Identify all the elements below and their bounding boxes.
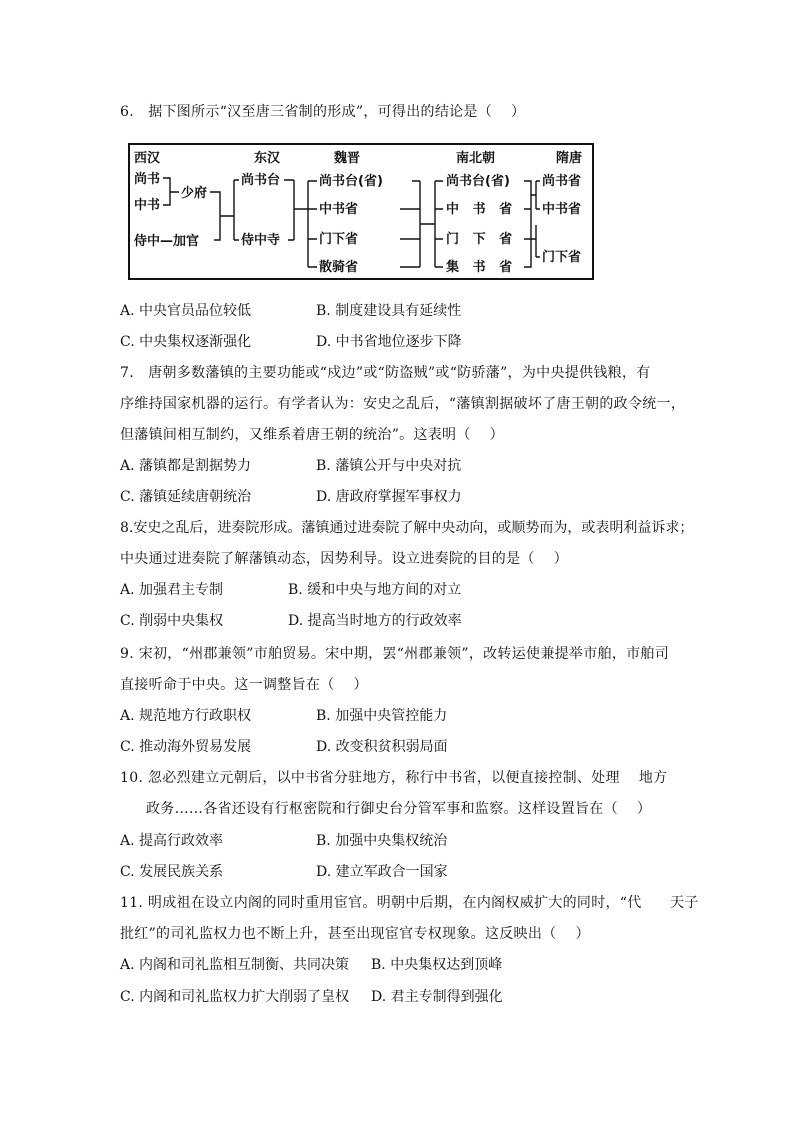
suitang-menxiasheng: 门下省 (542, 250, 582, 265)
q8-option-a: A. 加强君主专制 (120, 582, 224, 598)
weijin-shangshutai: 尚书台(省) (319, 174, 383, 189)
q7-option-a: A. 藩镇都是割据势力 (120, 458, 252, 474)
era-suitang: 隋唐 (556, 151, 583, 166)
era-donghan: 东汉 (254, 151, 281, 166)
q9-option-b: B. 加强中央管控能力 (316, 708, 448, 724)
suitang-shangshusheng: 尚书省 (542, 174, 582, 189)
nbc-shangshutai: 尚书台(省) (446, 174, 510, 189)
q9-stem-line1: 9. 宋初，“州郡兼领”市舶贸易。宋中期，罢“州郡兼领”，改转运使兼提举市舶，市舶司 (120, 646, 670, 662)
q10-stem-line1: 10. 忽必烈建立元朝后，以中书省分驻地方，称行中书省，以便直接控制、处理 地方 (120, 770, 668, 786)
q8-option-d: D. 提高当时地方的行政效率 (288, 613, 462, 629)
q6-stem: 6. 据下图所示“汉至唐三省制的形成”，可得出的结论是（ ） (120, 104, 526, 120)
q8-option-b: B. 缓和中央与地方间的对立 (288, 582, 462, 598)
weijin-sanqisheng: 散骑省 (319, 260, 359, 275)
q7-option-b: B. 藩镇公开与中央对抗 (316, 458, 462, 474)
three-departments-diagram (128, 143, 594, 280)
era-weijin: 魏晋 (334, 151, 361, 166)
q10-option-d: D. 建立军政合一国家 (316, 864, 448, 880)
q9-option-d: D. 改变积贫积弱局面 (316, 739, 448, 755)
q11-option-c: C. 内阁和司礼监权力扩大削弱了皇权 (120, 989, 350, 1005)
q7-stem-line2: 序维持国家机器的运行。有学者认为：安史之乱后，“藩镇割据破坏了唐王朝的政令统一， (120, 396, 686, 412)
xihan-shizhong: 侍中—加官 (134, 234, 200, 249)
q9-option-a: A. 规范地方行政职权 (120, 708, 252, 724)
q11-option-d: D. 君主专制得到强化 (371, 989, 503, 1005)
q9-stem-line2: 直接听命于中央。这一调整旨在（ ） (120, 677, 368, 693)
q11-stem-line1: 11. 明成祖在设立内阁的同时重用宦官。明朝中后期，在内阁权威扩大的同时，“代 天子 (120, 895, 699, 911)
donghan-shizhongsi: 侍中寺 (241, 233, 281, 248)
q7-option-c: C. 藩镇延续唐朝统治 (120, 489, 252, 505)
weijin-zhongshusheng: 中书省 (319, 202, 359, 217)
nbc-jishusheng: 集 书 省 (446, 260, 513, 275)
q7-option-d: D. 唐政府掌握军事权力 (316, 489, 462, 505)
q10-stem-line2: 政务……各省还设有行枢密院和行御史台分管军事和监察。这样设置旨在（ ） (146, 801, 652, 817)
q10-option-a: A. 提高行政效率 (120, 833, 224, 849)
q8-stem-line2: 中央通过进奏院了解藩镇动态，因势利导。设立进奏院的目的是（ ） (120, 551, 568, 567)
era-xihan: 西汉 (134, 151, 161, 166)
nbc-zhongshusheng: 中 书 省 (446, 202, 513, 217)
xihan-shangshu: 尚书 (134, 172, 161, 187)
era-nanbeichao: 南北朝 (456, 151, 496, 166)
q10-option-c: C. 发展民族关系 (120, 864, 224, 880)
q8-stem-line1: 8.安史之乱后，进奏院形成。藩镇通过进奏院了解中央动向，或顺势而为，或表明利益诉求； (120, 520, 694, 536)
q7-stem-line1: 7. 唐朝多数藩镇的主要功能或“戍边”或“防盗贼”或“防骄藩”，为中央提供钱粮，有 (120, 365, 651, 381)
q11-stem-line2: 批红”的司礼监权力也不断上升，甚至出现宦官专权现象。这反映出（ ） (120, 926, 590, 942)
xihan-zhongshu: 中书 (134, 198, 161, 213)
weijin-menxiasheng: 门下省 (319, 232, 359, 247)
q11-option-b: B. 中央集权达到顶峰 (371, 957, 503, 973)
diagram-svg (130, 145, 592, 278)
q7-stem-line3: 但藩镇间相互制约，又维系着唐王朝的统治”。这表明（ ） (120, 427, 504, 443)
q8-option-c: C. 削弱中央集权 (120, 613, 224, 629)
q9-option-c: C. 推动海外贸易发展 (120, 739, 252, 755)
suitang-zhongshusheng: 中书省 (542, 202, 582, 217)
q11-option-a: A. 内阁和司礼监相互制衡、共同决策 (120, 957, 350, 973)
q6-option-c: C. 中央集权逐渐强化 (120, 334, 252, 350)
q6-option-a: A. 中央官员品位较低 (120, 303, 252, 319)
donghan-shangshutai: 尚书台 (241, 173, 281, 188)
q6-option-d: D. 中书省地位逐步下降 (316, 334, 462, 350)
q10-option-b: B. 加强中央集权统治 (316, 833, 448, 849)
q6-option-b: B. 制度建设具有延续性 (316, 303, 462, 319)
nbc-menxiasheng: 门 下 省 (446, 232, 513, 247)
xihan-shaofu: 少府 (181, 186, 208, 201)
